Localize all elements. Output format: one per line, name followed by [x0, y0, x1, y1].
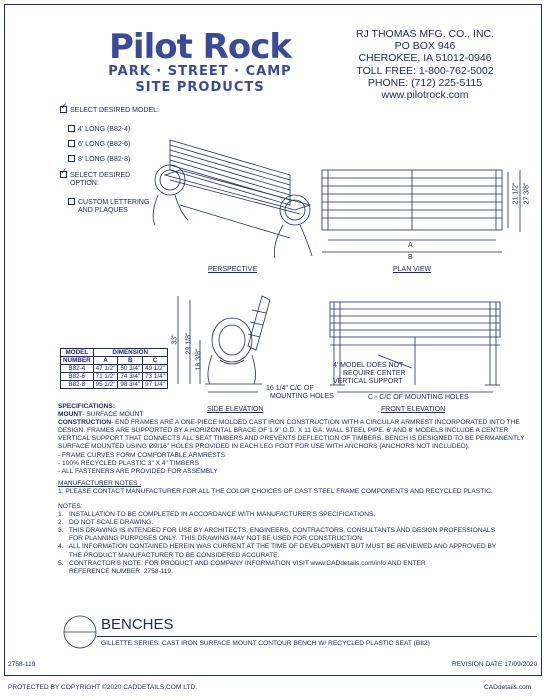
- checkbox-select-model[interactable]: [60, 106, 67, 113]
- title-block: [57, 614, 537, 656]
- cell-model: B82-4: [61, 365, 94, 373]
- dim-side-height-1: 33": [171, 334, 179, 345]
- company-web[interactable]: www.pilotrock.com: [381, 89, 469, 102]
- th-number: NUMBER: [61, 357, 94, 365]
- company-pobox: PO BOX 946: [394, 40, 456, 53]
- label-plan-view: PLAN VIEW: [393, 266, 432, 273]
- th-model: MODEL: [61, 349, 94, 357]
- plan-view-drawing: [322, 170, 520, 252]
- select-model-label: ✓SELECT DESIRED MODEL:: [60, 106, 159, 115]
- dim-b: B: [408, 254, 413, 261]
- company-tollfree: TOLL FREE: 1-800-762-5002: [356, 64, 494, 77]
- specifications: [58, 403, 528, 496]
- model-option-4ft[interactable]: 4' LONG (B82-4): [68, 125, 130, 134]
- company-phone: PHONE: (712) 225-5115: [367, 76, 483, 89]
- select-option-label: ✓SELECT DESIRED: [60, 171, 130, 180]
- brand-logo: [100, 27, 300, 96]
- dim-side-height-2: 29 1/8": [185, 332, 193, 355]
- label-side-elevation: SIDE ELEVATION: [207, 406, 264, 413]
- dimension-table: [60, 348, 168, 389]
- checkbox-4ft[interactable]: [68, 125, 75, 132]
- table-row: [61, 373, 168, 381]
- note-item: 5. CONTRACTOR'S NOTE: FOR PRODUCT AND COMPANY INFORMATION VISIT www.CADdetails.com/info AND ENTER: [58, 559, 426, 567]
- caddetails-link[interactable]: CADdetails.com: [484, 684, 532, 691]
- table-row: [61, 381, 168, 389]
- cell-c: 97 1/4": [143, 381, 168, 389]
- title-block-description: GILLETTE SERIES: CAST IRON SURFACE MOUNT CONTOUR BENCH W/ RECYCLED PLASTIC SEAT (B82): [101, 640, 430, 647]
- specs-heading: SPECIFICATIONS:: [58, 403, 116, 410]
- specs-mount: MOUNT- SURFACE MOUNT: [58, 411, 144, 419]
- th-c: C: [143, 357, 168, 365]
- dim-side-height-3: 18 3/8": [195, 348, 203, 371]
- brand-line-2: SITE PRODUCTS: [135, 80, 265, 95]
- cell-b: 98 3/4": [118, 381, 143, 389]
- title-divider: [97, 636, 537, 637]
- dim-plan-1: 21 1/2": [512, 182, 520, 205]
- option-custom-lettering-2: AND PLAQUES: [78, 207, 128, 214]
- cell-a: 95 1/2": [93, 381, 118, 389]
- option-custom-lettering[interactable]: CUSTOM LETTERING: [68, 198, 149, 207]
- label-perspective: PERSPECTIVE: [208, 266, 258, 273]
- note-item: 4. ALL INFORMATION CONTAINED HEREIN WAS CURRENT AT THE TIME OF DEVELOPMENT BUT MUST BE REVIEWED AND APPROVED BY: [58, 543, 497, 551]
- cell-model: B82-6: [61, 373, 94, 381]
- note-item: THE PRODUCT MANUFACTURER TO BE CONSIDERED ACCURATE.: [58, 551, 280, 559]
- note-item: 3. THIS DRAWING IS INTENDED FOR USE BY ARCHITECTS, ENGINEERS, CONTRACTORS, CONSULTANTS AND DESIGN PROFESSIONALS: [58, 527, 495, 535]
- revision-date: REVISION DATE 17/09/2020: [452, 661, 538, 668]
- th-dimension: DIMENSION: [93, 349, 167, 357]
- cell-c: 49 1/2": [143, 365, 168, 373]
- cell-c: 73 1/4": [143, 373, 168, 381]
- cell-a: 47 1/2": [93, 365, 118, 373]
- specs-bullet: - ALL FASTENERS ARE PROVIDED FOR ASSEMBLY: [58, 467, 218, 475]
- front-note-1: 4' MODEL DOES NOT: [333, 362, 404, 369]
- title-block-title: BENCHES: [101, 616, 174, 633]
- checkbox-8ft[interactable]: [68, 155, 75, 162]
- note-item: REFERENCE NUMBER 2758-119.: [58, 567, 173, 575]
- mfr-notes-text: 1. PLEASE CONTACT MANUFACTURER FOR ALL THE COLOR CHOICES OF CAST STEEL FRAME COMPONENTS AND RECYCLED PLASTIC.: [58, 487, 493, 495]
- note-item: 2. DO NOT SCALE DRAWING.: [58, 519, 154, 527]
- cell-b: 50 3/4": [118, 365, 143, 373]
- th-b: B: [118, 357, 143, 365]
- reference-number: 2758-119: [8, 661, 36, 668]
- model-option-6ft[interactable]: 6' LONG (B82-6): [68, 140, 130, 149]
- select-option-label-2: OPTION:: [70, 180, 99, 187]
- copyright: PROTECTED BY COPYRIGHT ©2020 CADDETAILS.COM LTD.: [8, 684, 198, 691]
- front-c-note: C - C/C OF MOUNTING HOLES: [368, 394, 469, 401]
- general-notes: [58, 503, 528, 576]
- brand-name: Pilot Rock: [109, 27, 291, 67]
- checkbox-select-option[interactable]: [60, 171, 67, 178]
- table-row: [61, 365, 168, 373]
- specs-construction: CONSTRUCTION- END FRAMES ARE A ONE-PIECE MOLDED CAST IRON CONSTRUCTION WITH A CIRCULAR ARMREST INCORPORATED INTO THE DESIGN. FRAMES ARE SUPPORTED BY A HORIZONTAL BRACE OF 1.9" O.D. X 11 GA. WALL STEEL PIPE. 6' AND 8' MODELS INCLUDE A CENTER VERTICAL SUPPORT THAT CONNECTS ALL SEAT TIMBERS AND PREVENTS DEFLECTION OF TIMBERS. BENCH IS DESIGNED TO BE PERMANENTLY SURFACE MOUNTED USING Ø9/16" HOLES PROVIDED IN EACH LEG FOOT FOR USE WITH ANCHORS (ANCHORS NOT INCLUDED).: [58, 419, 525, 451]
- dim-plan-2: 27 3/8": [523, 182, 531, 205]
- mount-note-1: 16 1/4" C/C OF: [266, 385, 314, 392]
- notes-heading: NOTES:: [58, 503, 83, 510]
- mfr-notes-heading: MANUFACTURER NOTES :: [58, 479, 142, 487]
- note-item: 1. INSTALLATION TO BE COMPLETED IN ACCORDANCE WITH MANUFACTURER'S SPECIFICATIONS.: [58, 511, 376, 519]
- th-a: A: [93, 357, 118, 365]
- cell-model: B82-8: [61, 381, 94, 389]
- front-note-2: REQUIRE CENTER: [343, 370, 406, 377]
- note-item: FOR PLANNING PURPOSES ONLY. THIS DRAWING MAY NOT BE USED FOR CONSTRUCTION.: [58, 535, 364, 543]
- checkbox-6ft[interactable]: [68, 140, 75, 147]
- checkbox-custom-lettering[interactable]: [68, 198, 75, 205]
- cell-a: 71 1/2": [93, 373, 118, 381]
- model-option-8ft[interactable]: 8' LONG (B82-8): [68, 155, 130, 164]
- front-note-3: VERTICAL SUPPORT: [333, 378, 403, 385]
- label-front-elevation: FRONT ELEVATION: [381, 406, 446, 413]
- company-name: RJ THOMAS MFG. CO., INC.: [355, 28, 495, 40]
- perspective-bench-drawing: [153, 140, 312, 258]
- company-city: CHEROKEE, IA 51012-0946: [358, 52, 492, 65]
- cell-b: 74 3/4": [118, 373, 143, 381]
- specs-bullet: - 100% RECYCLED PLASTIC 3" X 4" TIMBERS: [58, 459, 199, 467]
- mount-note-2: MOUNTING HOLES: [270, 393, 334, 400]
- brand-line-1: PARK · STREET · CAMP: [108, 64, 292, 79]
- dim-a: A: [408, 242, 413, 249]
- specs-bullet: - FRAME CURVES FORM COMFORTABLE ARMRESTS: [58, 451, 226, 459]
- company-info: [350, 28, 500, 101]
